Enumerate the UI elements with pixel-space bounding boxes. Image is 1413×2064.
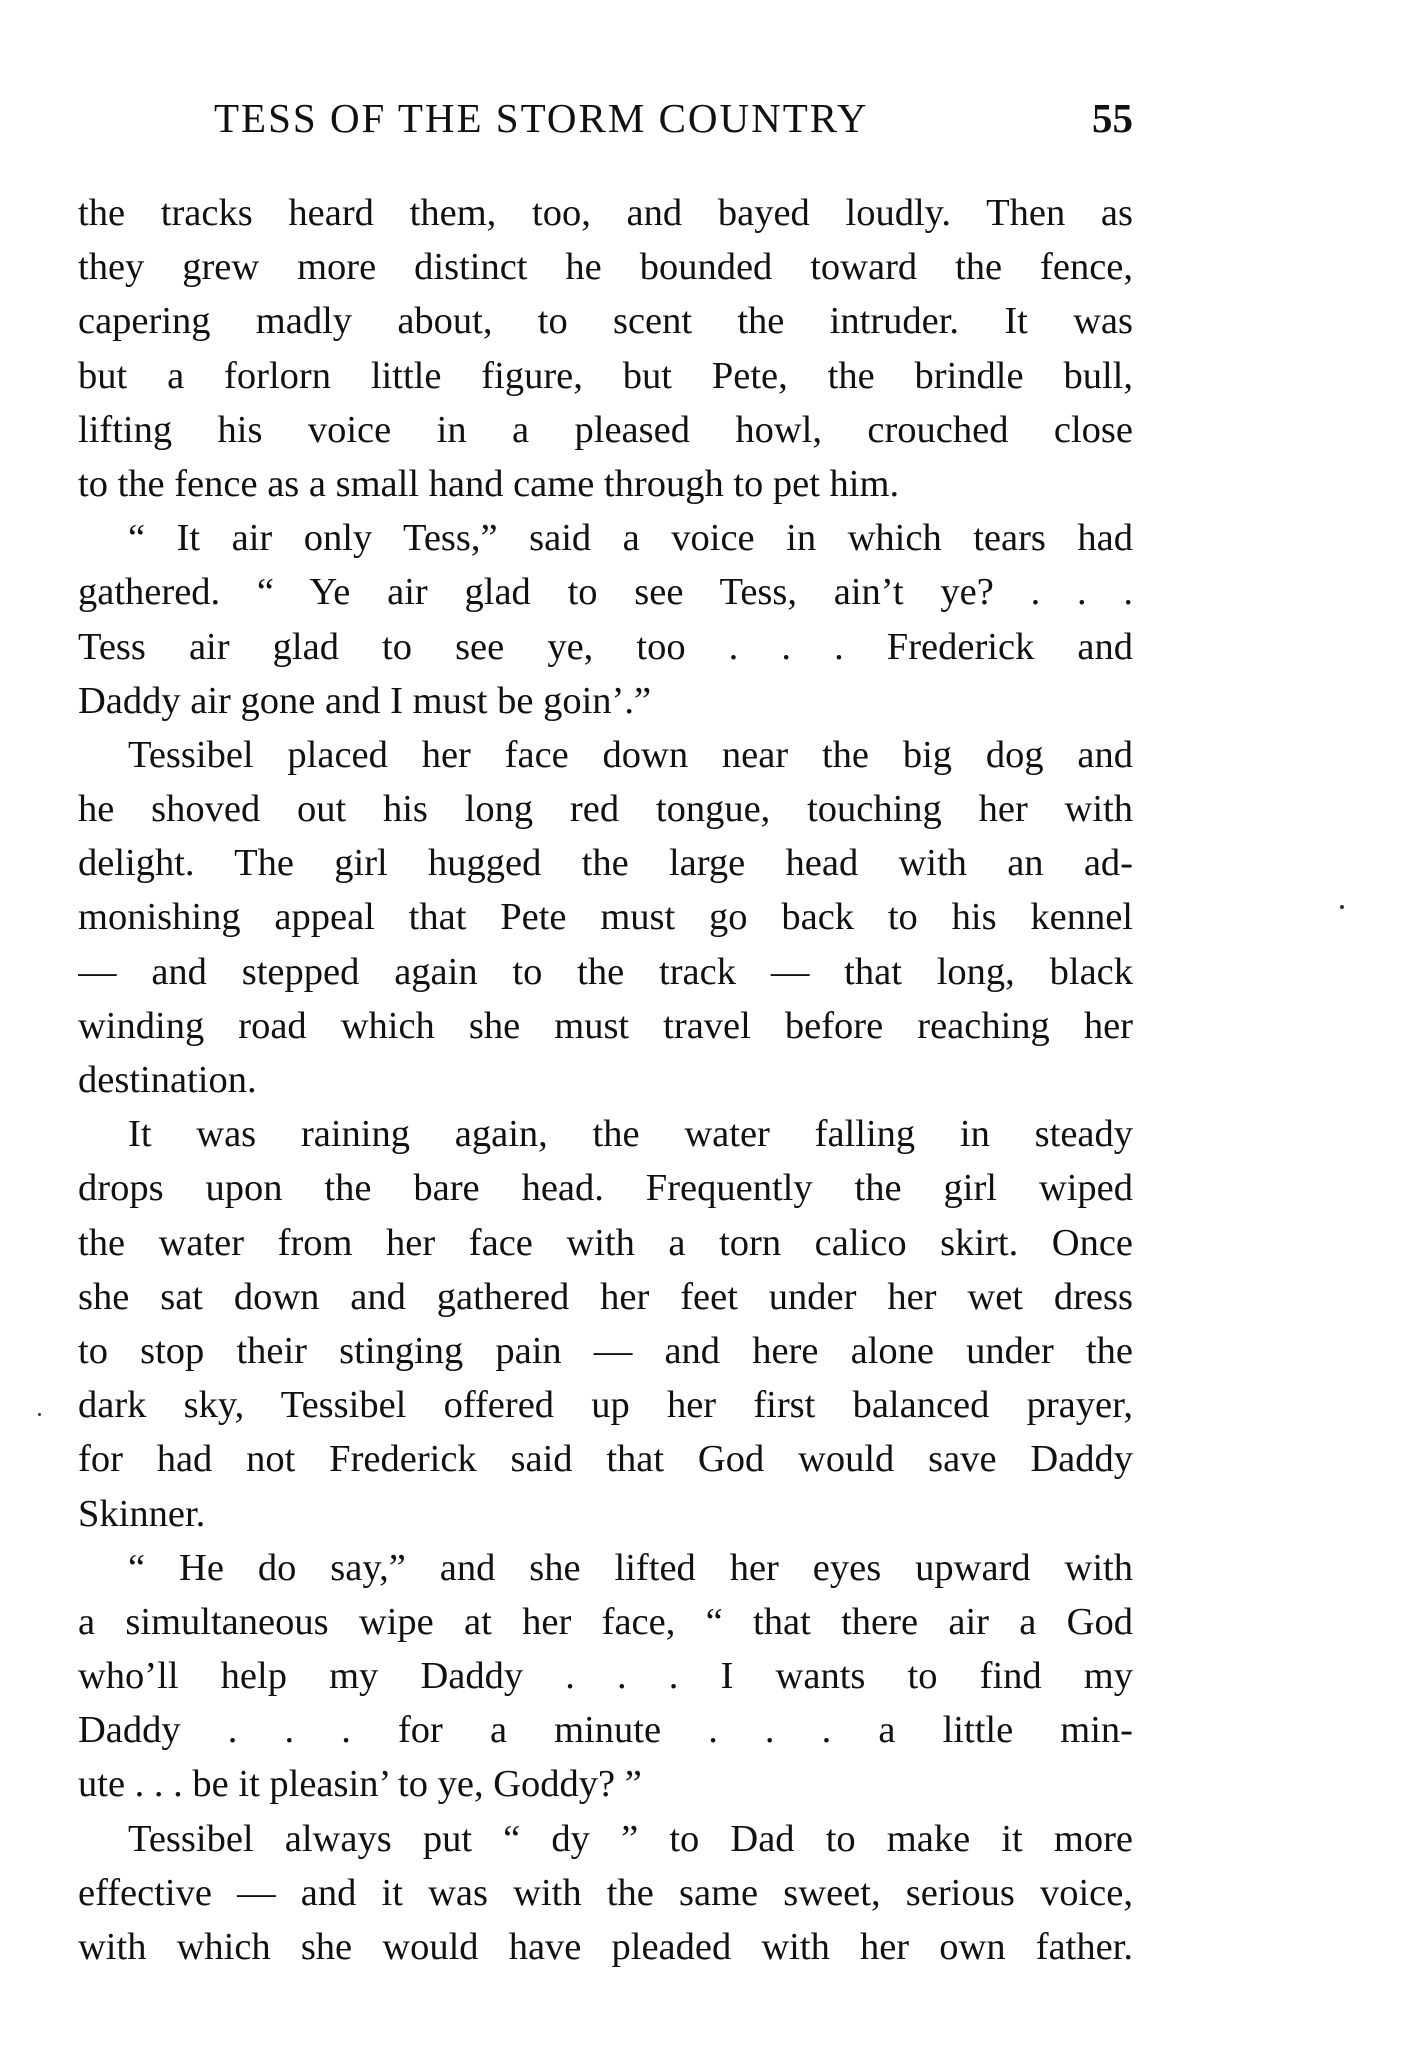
text-line: drops upon the bare head. Frequently the girl wiped (78, 1167, 1133, 1210)
text-line: “ It air only Tess,” said a voice in which tears had (128, 517, 1133, 560)
running-title: TESS OF THE STORM COUNTRY (214, 95, 869, 141)
text-line: Daddy . . . for a minute . . . a little min- (78, 1709, 1133, 1752)
text-line: who’ll help my Daddy . . . I wants to find my (78, 1655, 1133, 1698)
text-line: Skinner. (78, 1492, 206, 1535)
text-line: Tessibel always put “ dy ” to Dad to make it more (128, 1817, 1133, 1860)
text-line: the tracks heard them, too, and bayed loudly. Then as (78, 192, 1133, 234)
text-line: a simultaneous wipe at her face, “ that there air a God (78, 1600, 1133, 1643)
text-line: to the fence as a small hand came through to pet him. (78, 462, 900, 505)
body-text (78, 186, 1133, 1974)
text-line: It was raining again, the water falling in steady (128, 1113, 1133, 1156)
text-line: winding road which she must travel before reaching her (78, 1004, 1133, 1047)
text-line: dark sky, Tessibel offered up her first balanced prayer, (78, 1384, 1133, 1427)
text-line: with which she would have pleaded with her own father. (78, 1926, 1133, 1968)
text-line: to stop their stinging pain — and here alone under the (78, 1329, 1133, 1372)
text-line: she sat down and gathered her feet under her wet dress (78, 1275, 1133, 1318)
text-line: gathered. “ Ye air glad to see Tess, ain’t ye? . . . (78, 571, 1133, 614)
text-line: Daddy air gone and I must be goin’.” (78, 679, 652, 722)
page-number: 55 (1092, 95, 1133, 141)
running-head (78, 90, 1133, 146)
text-line: for had not Frederick said that God would save Daddy (78, 1438, 1133, 1481)
text-line: — and stepped again to the track — that long, black (78, 950, 1133, 993)
text-line: capering madly about, to scent the intruder. It was (78, 300, 1133, 343)
stray-ink-mark (1340, 905, 1344, 909)
text-line: effective — and it was with the same sweet, serious voice, (78, 1871, 1133, 1914)
text-line: lifting his voice in a pleased howl, crouched close (78, 408, 1133, 451)
text-line: delight. The girl hugged the large head with an ad- (78, 842, 1133, 885)
text-line: Tessibel placed her face down near the big dog and (128, 733, 1133, 776)
text-line: he shoved out his long red tongue, touching her with (78, 788, 1133, 831)
stray-ink-mark (38, 1413, 41, 1416)
text-line: ute . . . be it pleasin’ to ye, Goddy? ” (78, 1763, 642, 1806)
text-line: but a forlorn little figure, but Pete, the brindle bull, (78, 354, 1133, 397)
text-line: monishing appeal that Pete must go back to his kennel (78, 896, 1133, 939)
text-line: destination. (78, 1059, 257, 1101)
text-line: “ He do say,” and she lifted her eyes upward with (128, 1546, 1133, 1589)
text-line: they grew more distinct he bounded toward the fence, (78, 246, 1133, 289)
text-line: the water from her face with a torn calico skirt. Once (78, 1221, 1133, 1264)
text-line: Tess air glad to see ye, too . . . Frederick and (78, 625, 1133, 668)
